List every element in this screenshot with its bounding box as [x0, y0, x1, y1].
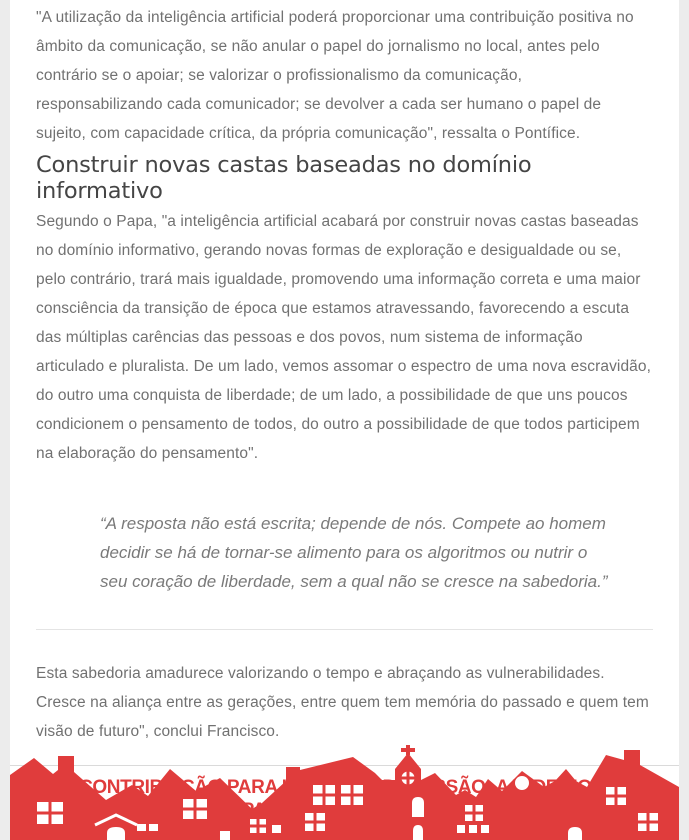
section-heading: Construir novas castas baseadas no domínio informativo [36, 152, 532, 204]
round-window-icon [515, 776, 529, 790]
donation-headline-link[interactable]: CONTRIBUIÇÃO PARA MISSÃO: [79, 777, 492, 798]
article-body [10, 0, 679, 746]
church-cross-icon [401, 745, 415, 755]
red-town-illustration [10, 745, 679, 840]
article-paragraph: "A utilização da inteligência artificial poderá proporcionar uma contribuição positiva no âmbito da comunicação, se não anular o papel do jornalismo no local, antes pelo contrário se o apoiar; se valorizar o profissionalismo da comunicação, responsabilizando cada comunicador; se devolver a cada ser humano o papel de sujeito, com capacidade crítica, da própria comunicação", ressalta o Pontífice. [36, 9, 634, 142]
article-page [10, 0, 679, 840]
pull-quote: “A resposta não está escrita; depende de nós. Compete ao homem decidir se há de tornar-se alimento para os algoritmos ou nutrir o seu coração de liberdade, sem a qual não se cresce na sabedoria.” [100, 514, 608, 591]
section-divider [36, 629, 653, 630]
article-paragraph: Segundo o Papa, "a inteligência artificial acabará por construir novas castas baseadas no domínio informativo, gerando novas formas de exploração e desigualdade ou se, pelo contrário, trará mais igualdade, promovendo uma informação correta e uma maior consciência da transição de época que estamos atravessando, favorecendo a escuta das múltiplas carências das pessoas e dos povos, num sistema de informação articulado e pluralista. De um lado, vemos assomar o espectro de uma nova escravidão, do outro uma conquista de liberdade; de um lado, a possibilidade de que uns poucos condicionem o pensamento de todos, do outro a possibilidade de que todos participem na elaboração do pensamento". [36, 213, 652, 462]
article-paragraph: Esta sabedoria amadurece valorizando o tempo e abraçando as vulnerabilidades. Cresce na aliança entre as gerações, entre quem tem memória do passado e quem tem visão de futuro", conclui Francisco. [36, 665, 649, 740]
red-houses-church-illustration [10, 745, 679, 840]
